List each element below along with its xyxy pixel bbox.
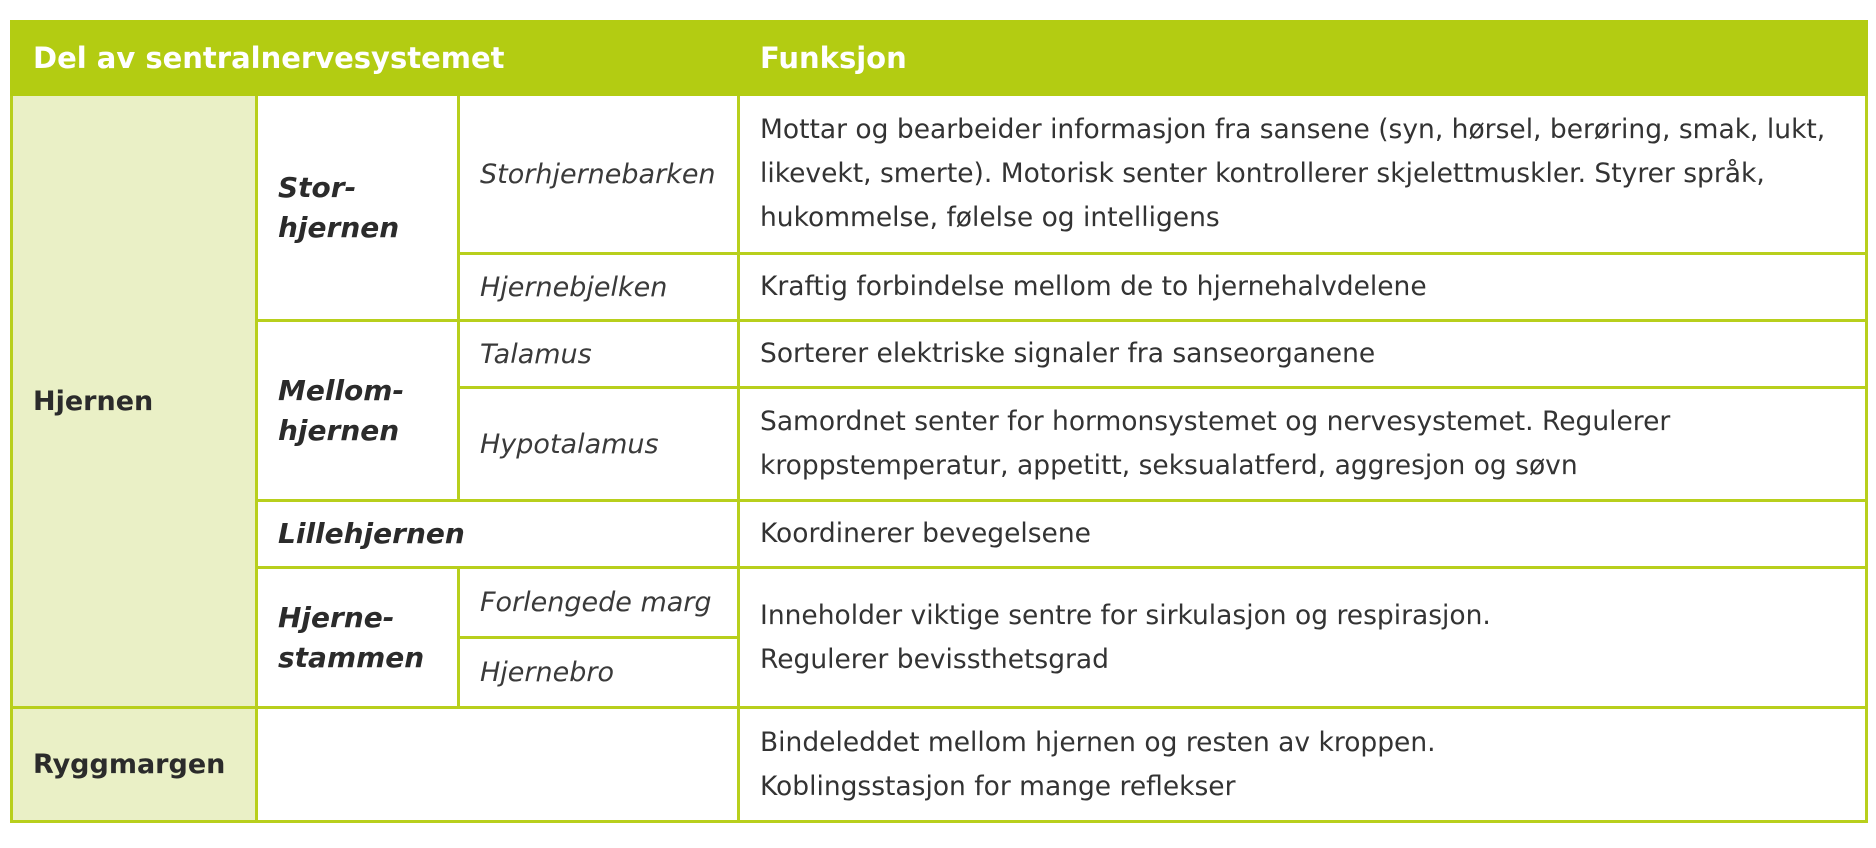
cell-hjernebro: Hjernebro [459, 638, 739, 708]
table-row [12, 501, 1867, 568]
func-line: Bindeleddet mellom hjernen og resten av kroppen. [760, 726, 1436, 758]
cell-empty [257, 708, 739, 822]
header-part: Del av sentralnervesystemet [12, 22, 739, 95]
func-line: Inneholder viktige sentre for sirkulasjon og respirasjon. [760, 599, 1491, 631]
func-lillehjernen: Koordinerer bevegelsene [739, 501, 1867, 568]
table-row [12, 708, 1867, 822]
cell-hypotalamus: Hypotalamus [459, 388, 739, 501]
cell-lillehjernen: Lillehjernen [257, 501, 739, 568]
func-ryggmargen [739, 708, 1867, 822]
func-hjernestammen [739, 568, 1867, 708]
cell-hjernebjelken: Hjernebjelken [459, 254, 739, 321]
hjernestammen-line2: stammen [278, 640, 425, 674]
cell-storhjernen [257, 95, 459, 321]
storhjernen-line2: hjernen [278, 210, 400, 244]
table-row [12, 95, 1867, 254]
mellomhjernen-line2: hjernen [278, 413, 400, 447]
func-line: hukommelse, følelse og intelligens [760, 202, 1220, 233]
cell-forlengede-marg: Forlengede marg [459, 568, 739, 638]
func-line: Mottar og bearbeider informasjon fra sansene (syn, hørsel, berøring, smak, lukt, [760, 114, 1826, 145]
table-row [12, 321, 1867, 388]
cell-ryggmargen: Ryggmargen [12, 708, 257, 822]
cell-storhjernebarken: Storhjernebarken [459, 95, 739, 254]
hjernestammen-line1: Hjerne- [278, 600, 395, 634]
nervous-system-table [10, 20, 1868, 823]
func-line: Koblingsstasjon for mange reflekser [760, 770, 1236, 802]
func-line: likevekt, smerte). Motorisk senter kontrollerer skjelettmuskler. Styrer språk, [760, 158, 1765, 189]
func-line: kroppstemperatur, appetitt, seksualatferd, aggresjon og søvn [760, 450, 1578, 481]
func-storhjernebarken [739, 95, 1867, 254]
func-hypotalamus [739, 388, 1867, 501]
func-hjernebjelken: Kraftig forbindelse mellom de to hjernehalvdelene [739, 254, 1867, 321]
table-header-row [12, 22, 1867, 95]
nervous-system-table-wrapper [10, 20, 1865, 823]
cell-hjernestammen [257, 568, 459, 708]
cell-talamus: Talamus [459, 321, 739, 388]
table-row [12, 568, 1867, 638]
cell-hjernen: Hjernen [12, 95, 257, 708]
storhjernen-line1: Stor- [278, 170, 357, 204]
cell-mellomhjernen [257, 321, 459, 501]
func-talamus: Sorterer elektriske signaler fra sanseorganene [739, 321, 1867, 388]
func-line: Regulerer bevissthetsgrad [760, 643, 1109, 675]
func-line: Samordnet senter for hormonsystemet og nervesystemet. Regulerer [760, 406, 1671, 437]
mellomhjernen-line1: Mellom- [278, 373, 405, 407]
header-function: Funksjon [739, 22, 1867, 95]
